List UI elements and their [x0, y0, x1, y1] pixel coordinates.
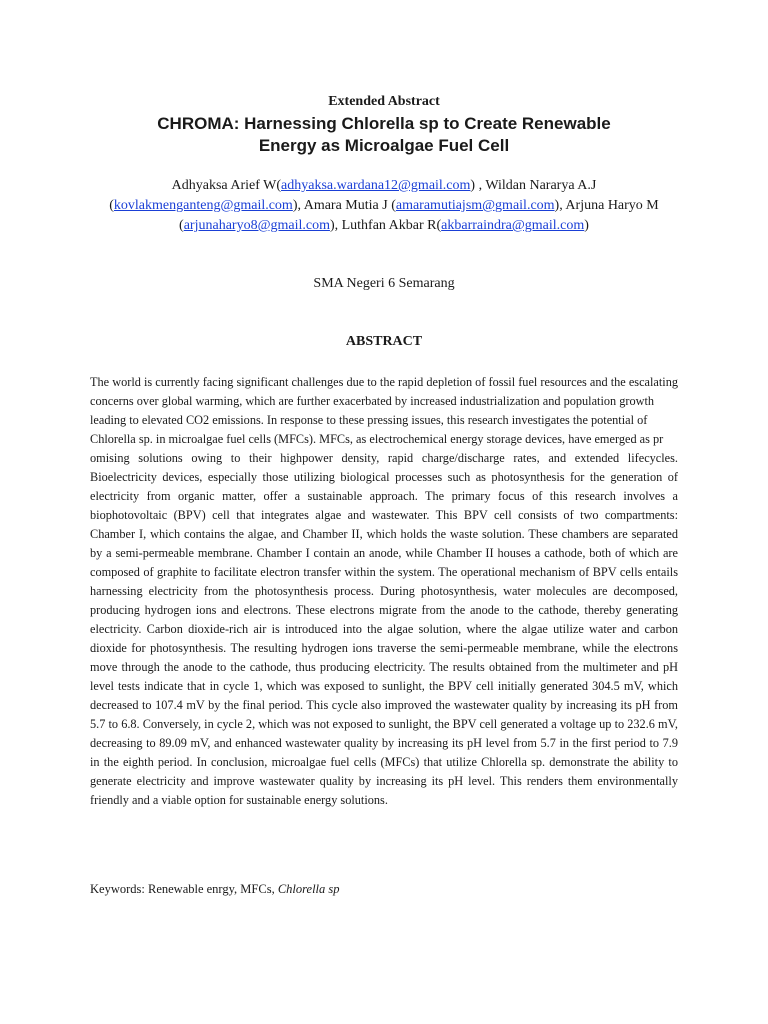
abstract-heading: ABSTRACT: [345, 334, 423, 349]
paper-title: [0, 113, 768, 157]
abstract-paragraph-2: omising solutions owing to their highpower density, rapid charge/discharge rates, and extended lifecycles. Bioelectricity devices, especially those utilizing biological processes such as photosynthesis for the generation of electricity from organic matter, offer a sustainable approach. The primary focus of this research involves a biophotovoltaic (BPV) cell that integrates algae and wastewater. This BPV cell consists of two compartments: Chamber I, which contains the algae, and Chamber II, which holds the waste solution. These chambers are separated by a semi-permeable membrane. Chamber I contain an anode, while Chamber II houses a cathode, both of which are composed of graphite to facilitate electron transfer within the system. The operational mechanism of BPV cells entails harnessing electricity from the photosynthesis process. During photosynthesis, water molecules are decomposed, producing hydrogen ions and electrons. These electrons migrate from the anode to the cathode, thereby generating electricity. Carbon dioxide-rich air is introduced into the algae solution, where the algae utilize water and carbon dioxide for photosynthesis. The resulting hydrogen ions traverse the semi-permeable membrane, while the electrons move through the anode to the cathode, thus producing electricity. The results obtained from the multimeter and pH level tests indicate that in cycle 1, which was exposed to sunlight, the BPV cell initially generated 304.5 mV, which decreased to 107.4 mV by the final period. This cycle also improved the wastewater quality by increasing its pH from 5.7 to 6.8. Conversely, in cycle 2, which was not exposed to sunlight, the BPV cell generated a voltage up to 232.6 mV, decreasing to 89.09 mV, and enhanced wastewater quality by increasing its pH level from 5.7 in the first period to 7.9 in the eighth period. In conclusion, microalgae fuel cells (MFCs) that utilize Chlorella sp. demonstrate the ability to generate electricity and improve wastewater quality by increasing its pH level. This renders them environmentally friendly and a viable option for sustainable energy solutions.: [90, 451, 678, 807]
title-line-2: Energy as Microalgae Fuel Cell: [258, 136, 510, 155]
abstract-paragraph-1: The world is currently facing significant challenges due to the rapid depletion of fossil fuel resources and the escalating concerns over global warming, which are further exacerbated by increased industrialization and population growth leading to elevated CO2 emissions. In response to these pressing issues, this research investigates the potential of Chlorella sp. in microalgae fuel cells (MFCs). MFCs, as electrochemical energy storage devices, have emerged as pr: [90, 375, 679, 446]
author-5-email-link[interactable]: akbarraindra@gmail.com: [441, 218, 585, 233]
keywords-line: [90, 880, 678, 898]
author-list-closing: ): [584, 218, 589, 233]
author-4-email-link[interactable]: arjunaharyo8@gmail.com: [183, 218, 330, 233]
author-4-name: ), Arjuna Haryo M (: [179, 198, 659, 233]
author-2-name: ) , Wildan Nararya A.J (: [109, 178, 597, 213]
abstract-body: [90, 373, 678, 810]
author-2-email-link[interactable]: kovlakmenganteng@gmail.com: [113, 198, 293, 213]
author-1-email-link[interactable]: adhyaksa.wardana12@gmail.com: [281, 178, 471, 193]
extended-abstract-label: Extended Abstract: [328, 94, 440, 109]
author-1-name: Adhyaksa Arief W(: [171, 178, 282, 193]
author-5-name: ), Luthfan Akbar R(: [329, 218, 442, 233]
affiliation: SMA Negeri 6 Semarang: [313, 276, 455, 291]
keywords-text: Keywords: Renewable enrgy, MFCs,: [90, 882, 278, 896]
author-3-email-link[interactable]: amaramutiajsm@gmail.com: [395, 198, 555, 213]
title-line-1: CHROMA: Harnessing Chlorella sp to Create Renewable: [157, 114, 611, 133]
author-list: [90, 176, 678, 236]
author-3-name: ), Amara Mutia J (: [292, 198, 396, 213]
keywords-species: Chlorella sp: [277, 882, 340, 896]
